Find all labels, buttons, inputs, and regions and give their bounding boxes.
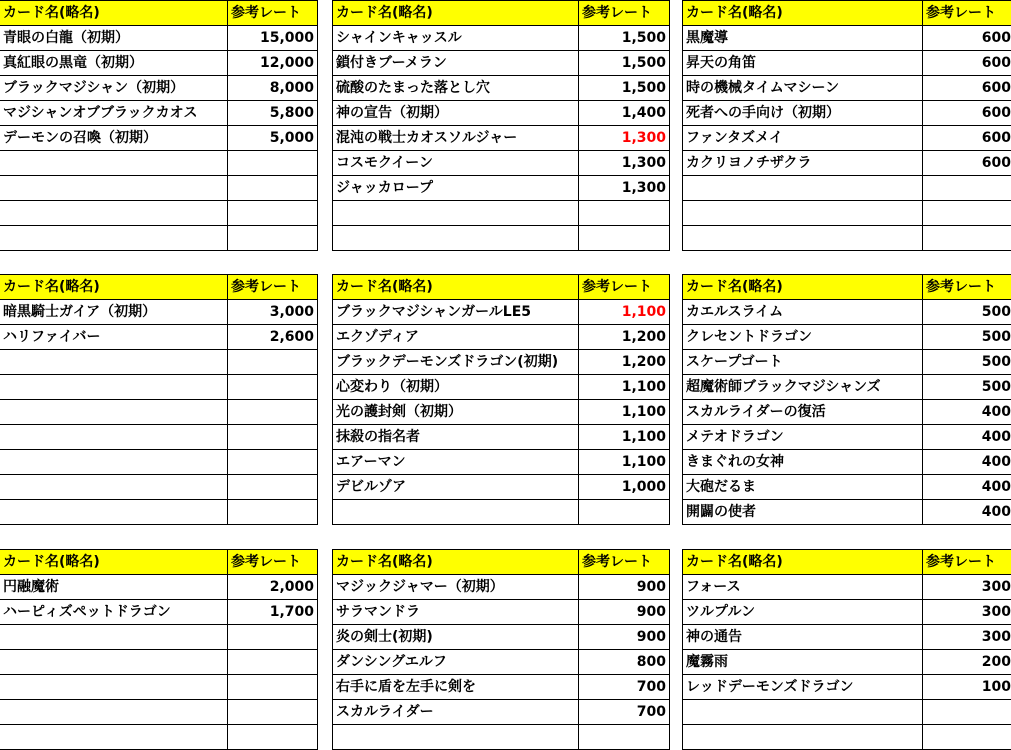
card-name-cell[interactable]: サラマンドラ [333, 600, 579, 625]
header-card-name[interactable]: カード名(略名) [683, 550, 923, 575]
header-rate[interactable]: 参考レート [579, 1, 670, 26]
card-name-cell[interactable] [0, 151, 228, 176]
table-row [0, 26, 318, 51]
rate-cell[interactable] [228, 625, 318, 650]
rate-table-6 [682, 274, 1011, 525]
rate-cell[interactable]: 1,200 [579, 350, 670, 375]
rate-cell[interactable] [923, 201, 1011, 226]
card-name-cell[interactable]: 魔霧雨 [683, 650, 923, 675]
rate-cell[interactable] [923, 176, 1011, 201]
card-name-cell[interactable]: 混沌の戦士カオスソルジャー [333, 126, 579, 151]
header-card-name[interactable]: カード名(略名) [683, 275, 923, 300]
table-row [683, 76, 1011, 101]
rate-table-2 [332, 0, 670, 251]
table-row [0, 400, 318, 425]
card-name-cell[interactable] [0, 725, 228, 750]
card-name-cell[interactable]: スカルライダーの復活 [683, 400, 923, 425]
card-name-cell[interactable]: ブラックデーモンズドラゴン(初期) [333, 350, 579, 375]
table-row [0, 650, 318, 675]
rate-cell[interactable]: 1,100 [579, 450, 670, 475]
card-name-cell[interactable]: 暗黒騎士ガイア（初期） [0, 300, 228, 325]
card-name-cell[interactable]: 真紅眼の黒竜（初期） [0, 51, 228, 76]
card-name-cell[interactable]: 抹殺の指名者 [333, 425, 579, 450]
rate-cell[interactable]: 900 [579, 575, 670, 600]
rate-cell[interactable]: 1,100 [579, 375, 670, 400]
rate-cell[interactable]: 1,500 [579, 76, 670, 101]
rate-cell[interactable]: 2,600 [228, 325, 318, 350]
rate-cell[interactable]: 300 [923, 625, 1011, 650]
card-name-cell[interactable] [0, 375, 228, 400]
table-row [333, 500, 670, 525]
rate-cell[interactable] [228, 475, 318, 500]
header-rate[interactable]: 参考レート [923, 275, 1011, 300]
table-row [0, 725, 318, 750]
header-rate[interactable]: 参考レート [228, 275, 318, 300]
rate-cell[interactable] [228, 725, 318, 750]
rate-cell[interactable] [579, 226, 670, 251]
card-name-cell[interactable]: 光の護封剣（初期） [333, 400, 579, 425]
header-rate[interactable]: 参考レート [923, 550, 1011, 575]
header-rate[interactable]: 参考レート [228, 550, 318, 575]
card-name-cell[interactable] [333, 500, 579, 525]
card-name-cell[interactable]: ジャッカロープ [333, 176, 579, 201]
table-row [683, 26, 1011, 51]
table-row [683, 600, 1011, 625]
table-row [683, 675, 1011, 700]
rate-cell[interactable]: 3,000 [228, 300, 318, 325]
rate-cell[interactable]: 1,400 [579, 101, 670, 126]
table-row [333, 375, 670, 400]
rate-cell[interactable]: 400 [923, 475, 1011, 500]
rate-cell[interactable]: 1,100 [579, 425, 670, 450]
table-row [0, 600, 318, 625]
rate-cell[interactable]: 600 [923, 126, 1011, 151]
table-row [0, 475, 318, 500]
rate-cell[interactable] [579, 500, 670, 525]
table-row [333, 350, 670, 375]
rate-cell[interactable]: 800 [579, 650, 670, 675]
rate-cell[interactable] [228, 350, 318, 375]
rate-cell[interactable]: 1,700 [228, 600, 318, 625]
card-name-cell[interactable]: カエルスライム [683, 300, 923, 325]
rate-cell[interactable]: 900 [579, 625, 670, 650]
rate-cell[interactable]: 500 [923, 325, 1011, 350]
card-name-cell[interactable] [0, 425, 228, 450]
rate-cell[interactable]: 5,800 [228, 101, 318, 126]
table-row [0, 625, 318, 650]
header-row [333, 275, 670, 300]
card-name-cell[interactable] [683, 700, 923, 725]
table-row [0, 76, 318, 101]
table-row [683, 425, 1011, 450]
card-name-cell[interactable] [0, 625, 228, 650]
table-row [683, 625, 1011, 650]
rate-cell[interactable]: 1,100 [579, 400, 670, 425]
header-row [683, 275, 1011, 300]
table-row [333, 725, 670, 750]
card-name-cell[interactable]: ブラックマジシャンガールLE5 [333, 300, 579, 325]
card-name-cell[interactable]: 炎の剣士(初期) [333, 625, 579, 650]
table-row [683, 176, 1011, 201]
table-row [683, 201, 1011, 226]
table-row [683, 500, 1011, 525]
rate-cell[interactable]: 100 [923, 675, 1011, 700]
card-name-cell[interactable]: スカルライダー [333, 700, 579, 725]
card-name-cell[interactable] [683, 226, 923, 251]
header-row [333, 550, 670, 575]
table-row [333, 226, 670, 251]
card-name-cell[interactable]: ファンタズメイ [683, 126, 923, 151]
card-name-cell[interactable]: 鎖付きブーメラン [333, 51, 579, 76]
rate-cell[interactable]: 2,000 [228, 575, 318, 600]
rate-cell[interactable] [228, 450, 318, 475]
rate-cell[interactable] [228, 675, 318, 700]
rate-cell[interactable]: 400 [923, 500, 1011, 525]
card-name-cell[interactable] [333, 725, 579, 750]
header-card-name[interactable]: カード名(略名) [333, 275, 579, 300]
rate-cell[interactable]: 15,000 [228, 26, 318, 51]
card-name-cell[interactable]: マジックジャマー（初期） [333, 575, 579, 600]
header-rate[interactable]: 参考レート [579, 550, 670, 575]
rate-cell[interactable] [228, 650, 318, 675]
card-name-cell[interactable] [333, 201, 579, 226]
rate-cell[interactable]: 1,000 [579, 475, 670, 500]
rate-cell[interactable]: 700 [579, 675, 670, 700]
rate-cell[interactable]: 500 [923, 375, 1011, 400]
card-name-cell[interactable]: カクリヨノチザクラ [683, 151, 923, 176]
rate-cell[interactable]: 12,000 [228, 51, 318, 76]
table-row [0, 700, 318, 725]
table-row [0, 350, 318, 375]
header-row [0, 550, 318, 575]
rate-cell[interactable]: 600 [923, 51, 1011, 76]
rate-cell[interactable]: 1,500 [579, 26, 670, 51]
header-rate[interactable]: 参考レート [923, 1, 1011, 26]
header-card-name[interactable]: カード名(略名) [0, 275, 228, 300]
card-name-cell[interactable] [0, 400, 228, 425]
card-name-cell[interactable]: クレセントドラゴン [683, 325, 923, 350]
card-name-cell[interactable]: 心変わり（初期） [333, 375, 579, 400]
card-name-cell[interactable]: 黒魔導 [683, 26, 923, 51]
rate-cell[interactable]: 1,300 [579, 176, 670, 201]
table-row [333, 126, 670, 151]
rate-cell[interactable]: 1,300 [579, 151, 670, 176]
card-name-cell[interactable]: 開闢の使者 [683, 500, 923, 525]
card-name-cell[interactable]: ダンシングエルフ [333, 650, 579, 675]
table-row [683, 725, 1011, 750]
card-name-cell[interactable]: スケープゴート [683, 350, 923, 375]
rate-cell[interactable] [228, 700, 318, 725]
card-name-cell[interactable]: 青眼の白龍（初期） [0, 26, 228, 51]
rate-table-5 [332, 274, 670, 525]
table-row [683, 101, 1011, 126]
card-name-cell[interactable]: ハリファイバー [0, 325, 228, 350]
table-row [333, 201, 670, 226]
card-name-cell[interactable]: 超魔術師ブラックマジシャンズ [683, 375, 923, 400]
rate-cell[interactable] [228, 226, 318, 251]
card-name-cell[interactable]: 右手に盾を左手に剣を [333, 675, 579, 700]
rate-cell[interactable]: 600 [923, 26, 1011, 51]
card-name-cell[interactable]: ハーピィズペットドラゴン [0, 600, 228, 625]
table-row [333, 400, 670, 425]
rate-cell[interactable] [228, 176, 318, 201]
card-name-cell[interactable]: 時の機械タイムマシーン [683, 76, 923, 101]
table-row [0, 325, 318, 350]
card-name-cell[interactable] [683, 725, 923, 750]
table-row [333, 650, 670, 675]
table-row [333, 700, 670, 725]
table-row [333, 176, 670, 201]
rate-table-4 [0, 274, 318, 525]
card-name-cell[interactable]: コスモクイーン [333, 151, 579, 176]
card-name-cell[interactable]: きまぐれの女神 [683, 450, 923, 475]
card-name-cell[interactable]: シャインキャッスル [333, 26, 579, 51]
table-row [0, 176, 318, 201]
rate-table-7 [0, 549, 318, 750]
table-row [683, 325, 1011, 350]
card-name-cell[interactable] [0, 650, 228, 675]
rate-cell[interactable]: 400 [923, 450, 1011, 475]
rate-cell[interactable]: 600 [923, 76, 1011, 101]
table-row [333, 300, 670, 325]
table-row [683, 400, 1011, 425]
card-name-cell[interactable]: 神の通告 [683, 625, 923, 650]
card-name-cell[interactable] [0, 226, 228, 251]
card-name-cell[interactable] [333, 226, 579, 251]
card-name-cell[interactable]: ツルプルン [683, 600, 923, 625]
rate-cell[interactable]: 1,200 [579, 325, 670, 350]
table-row [683, 650, 1011, 675]
card-name-cell[interactable]: 円融魔術 [0, 575, 228, 600]
rate-cell[interactable] [923, 700, 1011, 725]
rate-cell[interactable]: 400 [923, 425, 1011, 450]
card-name-cell[interactable] [0, 500, 228, 525]
header-card-name[interactable]: カード名(略名) [333, 550, 579, 575]
rate-cell[interactable]: 200 [923, 650, 1011, 675]
rate-table-3 [682, 0, 1011, 251]
card-name-cell[interactable] [683, 201, 923, 226]
header-rate[interactable]: 参考レート [579, 275, 670, 300]
table-row [333, 101, 670, 126]
header-card-name[interactable]: カード名(略名) [333, 1, 579, 26]
table-row [0, 450, 318, 475]
card-name-cell[interactable] [0, 176, 228, 201]
card-name-cell[interactable]: メテオドラゴン [683, 425, 923, 450]
rate-cell[interactable]: 300 [923, 600, 1011, 625]
table-row [0, 425, 318, 450]
rate-cell[interactable]: 1,300 [579, 126, 670, 151]
table-row [333, 625, 670, 650]
card-name-cell[interactable] [0, 450, 228, 475]
header-card-name[interactable]: カード名(略名) [683, 1, 923, 26]
table-row [0, 101, 318, 126]
table-row [0, 500, 318, 525]
header-row [0, 275, 318, 300]
card-name-cell[interactable]: ブラックマジシャン（初期） [0, 76, 228, 101]
rate-cell[interactable]: 8,000 [228, 76, 318, 101]
rate-cell[interactable] [228, 425, 318, 450]
table-row [333, 151, 670, 176]
rate-cell[interactable] [579, 201, 670, 226]
rate-cell[interactable]: 700 [579, 700, 670, 725]
table-row [683, 151, 1011, 176]
table-row [683, 226, 1011, 251]
card-name-cell[interactable]: エクゾディア [333, 325, 579, 350]
rate-cell[interactable]: 600 [923, 101, 1011, 126]
table-row [683, 575, 1011, 600]
card-name-cell[interactable] [0, 475, 228, 500]
card-name-cell[interactable] [0, 700, 228, 725]
rate-table-9 [682, 549, 1011, 750]
table-row [683, 475, 1011, 500]
table-row [333, 475, 670, 500]
card-name-cell[interactable]: 死者への手向け（初期） [683, 101, 923, 126]
card-name-cell[interactable]: 神の宣告（初期） [333, 101, 579, 126]
table-row [0, 375, 318, 400]
header-rate[interactable]: 参考レート [228, 1, 318, 26]
header-row [333, 1, 670, 26]
rate-cell[interactable]: 5,000 [228, 126, 318, 151]
table-row [333, 450, 670, 475]
header-card-name[interactable]: カード名(略名) [0, 1, 228, 26]
rate-cell[interactable] [923, 725, 1011, 750]
header-row [0, 1, 318, 26]
table-row [333, 425, 670, 450]
card-name-cell[interactable] [0, 201, 228, 226]
card-name-cell[interactable]: デーモンの召喚（初期） [0, 126, 228, 151]
rate-cell[interactable]: 900 [579, 600, 670, 625]
table-row [683, 350, 1011, 375]
rate-cell[interactable] [923, 226, 1011, 251]
card-name-cell[interactable] [0, 350, 228, 375]
table-row [333, 325, 670, 350]
rate-cell[interactable] [228, 151, 318, 176]
table-row [333, 600, 670, 625]
table-row [683, 51, 1011, 76]
card-name-cell[interactable]: デビルゾア [333, 475, 579, 500]
table-row [0, 201, 318, 226]
rate-cell[interactable]: 1,100 [579, 300, 670, 325]
header-card-name[interactable]: カード名(略名) [0, 550, 228, 575]
table-row [683, 375, 1011, 400]
rate-cell[interactable] [228, 400, 318, 425]
table-row [683, 300, 1011, 325]
header-row [683, 1, 1011, 26]
header-row [683, 550, 1011, 575]
card-name-cell[interactable]: マジシャンオブブラックカオス [0, 101, 228, 126]
table-row [333, 51, 670, 76]
rate-cell[interactable] [228, 500, 318, 525]
table-row [333, 675, 670, 700]
table-row [683, 450, 1011, 475]
rate-cell[interactable]: 300 [923, 575, 1011, 600]
card-name-cell[interactable]: レッドデーモンズドラゴン [683, 675, 923, 700]
table-row [683, 700, 1011, 725]
rate-table-8 [332, 549, 670, 750]
table-row [0, 51, 318, 76]
rate-cell[interactable] [579, 725, 670, 750]
table-row [0, 575, 318, 600]
rate-cell[interactable]: 1,500 [579, 51, 670, 76]
table-row [0, 126, 318, 151]
rate-cell[interactable]: 600 [923, 151, 1011, 176]
table-row [333, 575, 670, 600]
card-name-cell[interactable] [683, 176, 923, 201]
table-row [0, 675, 318, 700]
rate-cell[interactable]: 500 [923, 300, 1011, 325]
table-row [0, 226, 318, 251]
card-name-cell[interactable]: フォース [683, 575, 923, 600]
table-row [0, 151, 318, 176]
card-name-cell[interactable]: 大砲だるま [683, 475, 923, 500]
table-row [333, 76, 670, 101]
card-name-cell[interactable]: 硫酸のたまった落とし穴 [333, 76, 579, 101]
table-row [683, 126, 1011, 151]
card-name-cell[interactable]: 昇天の角笛 [683, 51, 923, 76]
card-name-cell[interactable] [0, 675, 228, 700]
table-row [333, 26, 670, 51]
rate-table-1 [0, 0, 318, 251]
rate-cell[interactable] [228, 201, 318, 226]
rate-cell[interactable]: 500 [923, 350, 1011, 375]
rate-cell[interactable] [228, 375, 318, 400]
rate-cell[interactable]: 400 [923, 400, 1011, 425]
card-name-cell[interactable]: エアーマン [333, 450, 579, 475]
table-row [0, 300, 318, 325]
